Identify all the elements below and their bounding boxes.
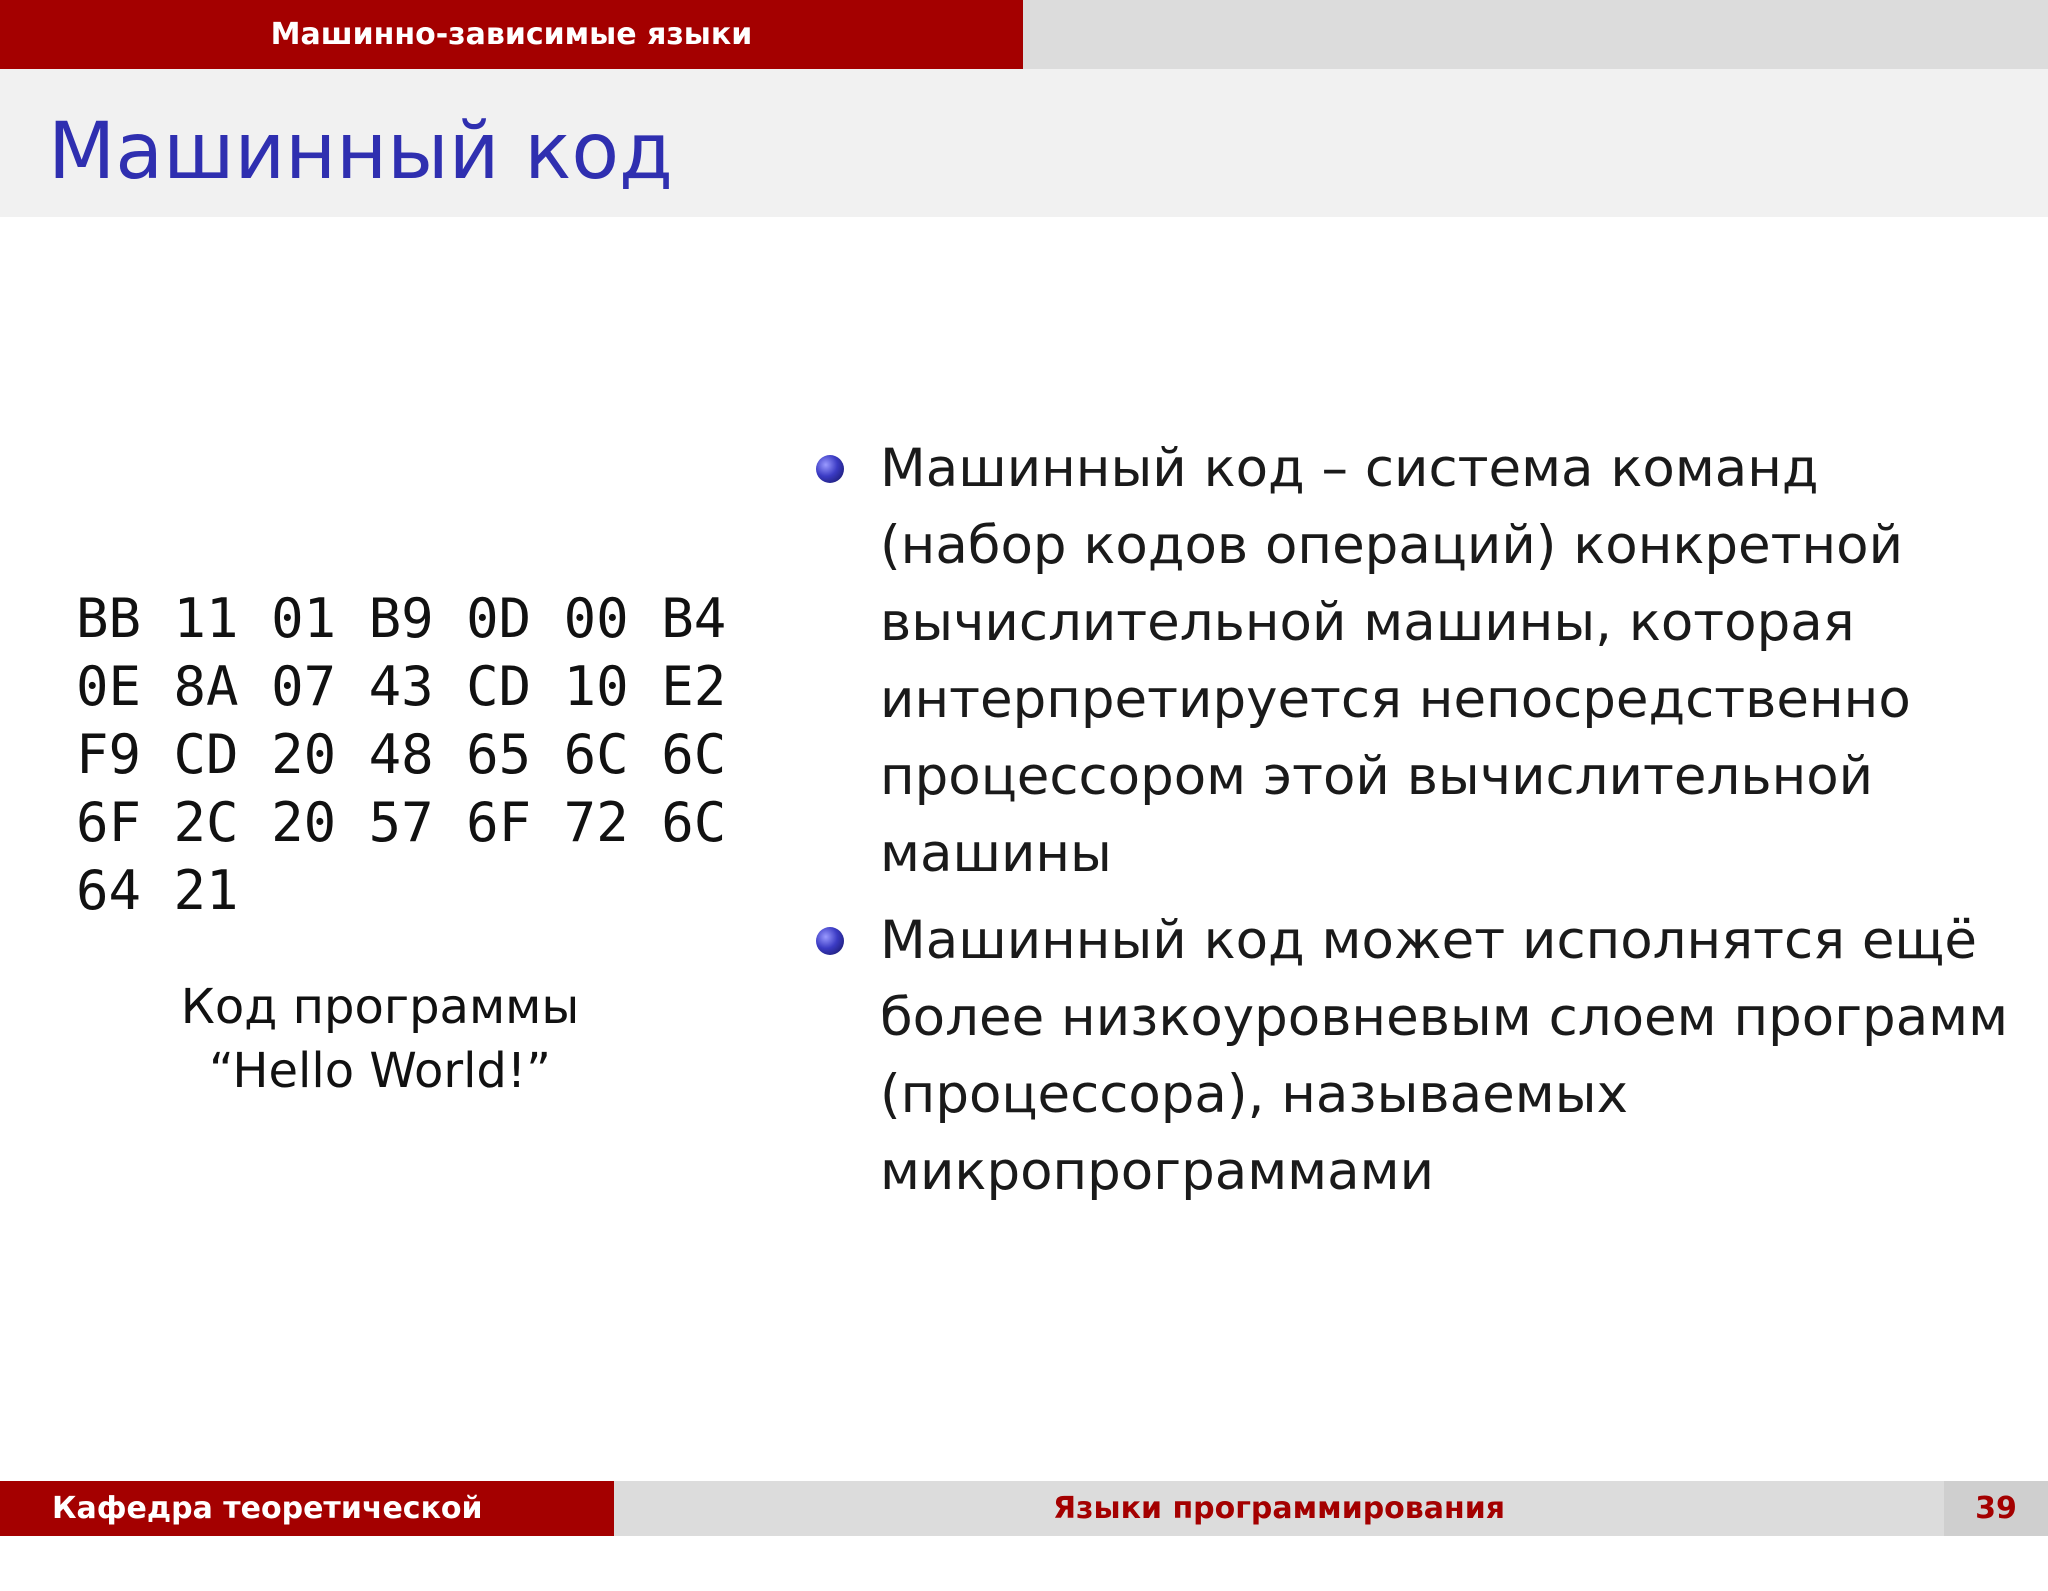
bullet-item <box>810 430 2010 892</box>
section-title: Машинно-зависимые языки <box>0 0 1023 69</box>
bullet-text: Машинный код – система команд (набор кодов операций) конкретной вычислительной машины, которая интерпретируется непосредственно процессором этой вычислительной машины <box>880 438 1911 884</box>
top-bar <box>0 0 2048 69</box>
hex-code-block <box>76 585 726 925</box>
bullet-list <box>810 430 2010 1220</box>
hex-line: 0E 8A 07 43 CD 10 E2 <box>76 655 727 718</box>
footer-department: Кафедра теоретической механики <box>0 1481 614 1536</box>
bullet-item <box>810 902 2010 1210</box>
bullet-text: Машинный код может исполнятся ещё более низкоуровневым слоем программ (процессора), называемых микропрограммами <box>880 910 2009 1202</box>
hex-line: 64 21 <box>76 859 239 922</box>
caption-line: “Hello World!” <box>209 1043 551 1099</box>
footer <box>0 1481 2048 1581</box>
slide-title: Машинный код <box>48 107 673 197</box>
hex-line: 6F 2C 20 57 6F 72 6C <box>76 791 727 854</box>
bullet-icon <box>816 927 844 955</box>
bullet-icon <box>816 455 844 483</box>
caption-line: Код программы <box>180 979 580 1035</box>
page-number: 39 <box>1944 1481 2048 1536</box>
code-caption <box>130 975 630 1103</box>
hex-line: F9 CD 20 48 65 6C 6C <box>76 723 727 786</box>
footer-course: Языки программирования <box>1052 1491 1506 1526</box>
hex-line: BB 11 01 B9 0D 00 B4 <box>76 587 727 650</box>
